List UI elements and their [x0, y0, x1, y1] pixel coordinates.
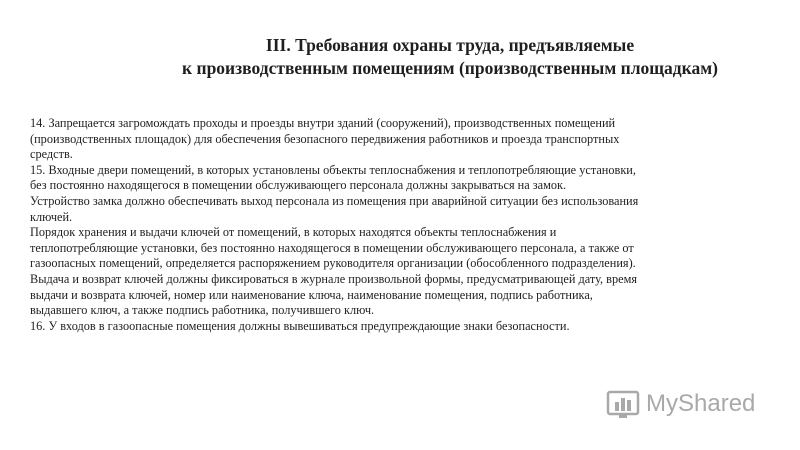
title-line-2: к производственным помещениям (производственным площадкам)	[182, 58, 718, 78]
body-line: (производственных площадок) для обеспечения безопасного передвижения работников и проезда транспортных	[30, 131, 620, 146]
body-line: без постоянно находящегося в помещении обслуживающего персонала должны закрываться на замок.	[30, 178, 567, 193]
body-line: Выдача и возврат ключей должны фиксироваться в журнале произвольной формы, предусматривающей дату, время	[30, 271, 638, 286]
myshared-logo-icon	[606, 387, 640, 421]
body-line: газоопасных помещений, определяется распоряжением руководителя организации (обособленного подразделения).	[30, 256, 636, 271]
myshared-watermark	[606, 386, 755, 422]
body-line: Устройство замка должно обеспечивать выход персонала из помещения при аварийной ситуации без использования	[30, 193, 639, 208]
body-line: выдавшего ключ, а также подпись работника, получившего ключ.	[30, 303, 375, 318]
watermark-text: MyShared	[646, 390, 756, 417]
body-line: 16. У входов в газоопасные помещения должны вывешиваться предупреждающие знаки безопасности.	[30, 318, 570, 333]
page-title	[120, 34, 780, 80]
body-line: выдачи и возврата ключей, номер или наименование ключа, наименование помещения, подпись работника,	[30, 287, 593, 302]
body-text	[30, 116, 780, 334]
body-line: средств.	[30, 147, 73, 162]
body-line: 15. Входные двери помещений, в которых установлены объекты теплоснабжения и теплопотребляющие установки,	[30, 162, 636, 177]
body-line: 14. Запрещается загромождать проходы и проезды внутри зданий (сооружений), производственных помещений	[30, 116, 616, 130]
body-line: Порядок хранения и выдачи ключей от помещений, в которых находятся объекты теплоснабжения и	[30, 225, 557, 240]
title-line-1: III. Требования охраны труда, предъявляемые	[265, 35, 635, 55]
body-line: теплопотребляющие установки, без постоянно находящегося в помещении обслуживающего персонала, а также от	[30, 240, 634, 255]
body-line: ключей.	[30, 209, 73, 224]
